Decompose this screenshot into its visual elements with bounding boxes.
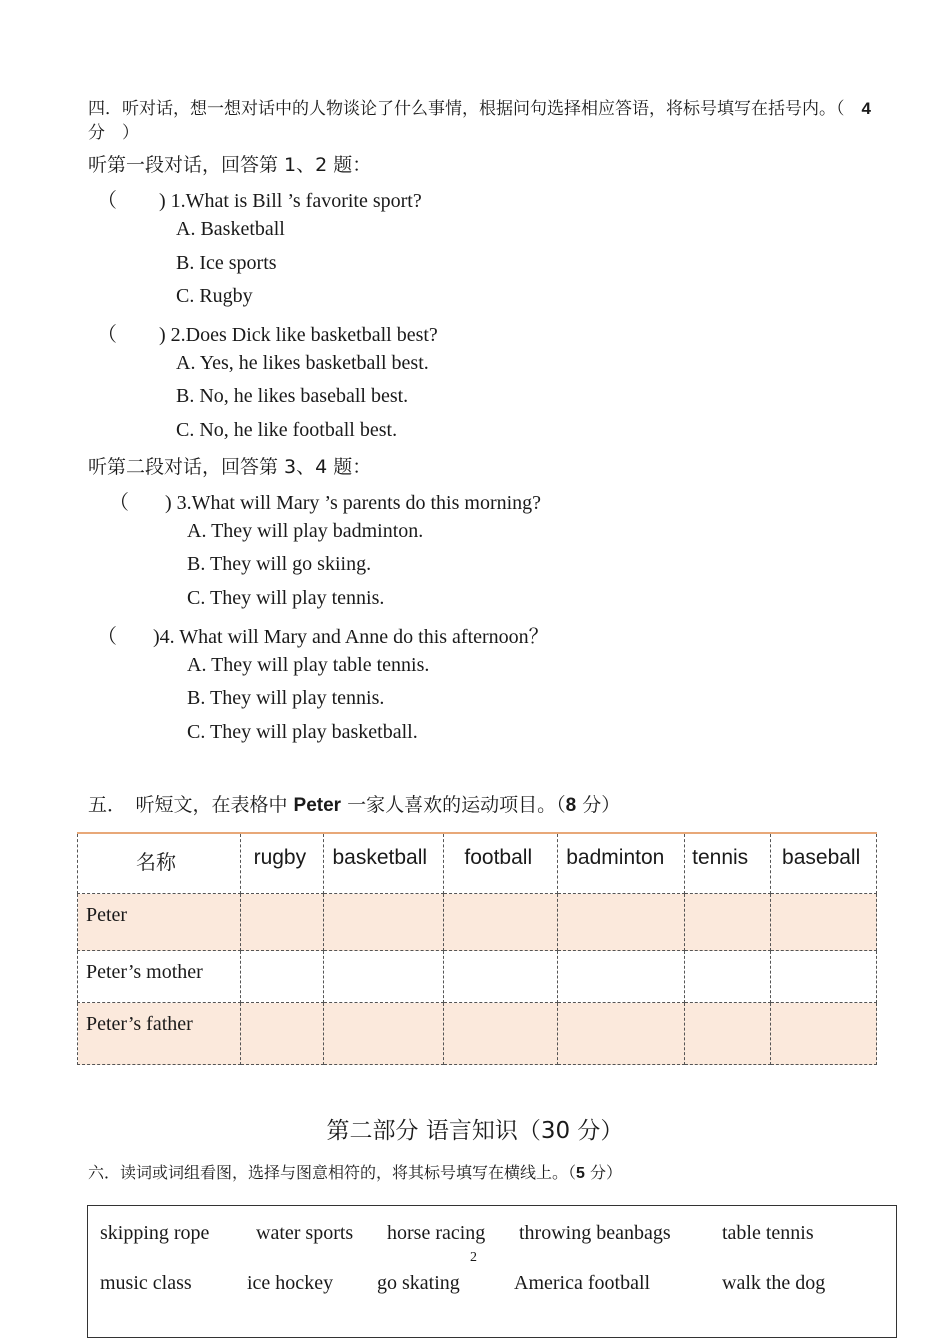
- section5-title-suffix: 一家人喜欢的运动项目。（: [341, 794, 566, 816]
- row-label: Peter: [78, 894, 241, 951]
- dialog2-intro: 听第二段对话，回答第 3、4 题：: [88, 456, 372, 478]
- answer-cell[interactable]: [324, 1003, 444, 1065]
- section5-score-suffix: 分）: [576, 794, 621, 816]
- answer-cell[interactable]: [324, 894, 444, 951]
- section4-score-suffix: 分 ）: [88, 123, 139, 143]
- section5-title: [88, 790, 620, 817]
- answer-cell[interactable]: [558, 1003, 685, 1065]
- q1-option-a: A. Basketball: [176, 218, 285, 240]
- answer-paren[interactable]: （: [109, 492, 129, 514]
- page-number: 2: [470, 1250, 477, 1265]
- word-item: water sports: [256, 1222, 354, 1244]
- section5-score: 8: [565, 795, 577, 816]
- dialog1-intro: 听第一段对话，回答第 1、2 题：: [88, 154, 372, 176]
- q1-option-b: B. Ice sports: [176, 252, 277, 274]
- answer-cell[interactable]: [324, 951, 444, 1003]
- table-row: [78, 1003, 877, 1065]
- word-item: walk the dog: [722, 1272, 826, 1294]
- answer-cell[interactable]: [685, 951, 771, 1003]
- answer-cell[interactable]: [240, 894, 324, 951]
- answer-cell[interactable]: [240, 951, 324, 1003]
- answer-cell[interactable]: [240, 1003, 324, 1065]
- q2-option-b: B. No, he likes baseball best.: [176, 385, 409, 407]
- q3-option-b: B. They will go skiing.: [187, 553, 372, 575]
- answer-paren[interactable]: （: [97, 626, 117, 648]
- answer-cell[interactable]: [685, 894, 771, 951]
- header-badminton: badminton: [558, 833, 685, 894]
- answer-cell[interactable]: [444, 951, 558, 1003]
- section6-heading: [88, 1160, 622, 1183]
- part2-title: 第二部分 语言知识（30 分）: [326, 1118, 624, 1144]
- word-item: go skating: [377, 1272, 460, 1294]
- section4-heading-text: 四．听对话，想一想对话中的人物谈论了什么事情，根据问句选择相应答语，将标号填写在括号内。（: [88, 99, 845, 119]
- section5-title-name: Peter: [293, 795, 342, 816]
- question-1-text: ) 1.What is Bill ’s favorite sport?: [159, 190, 422, 212]
- table-row: [78, 894, 877, 951]
- q2-option-c: C. No, he like football best.: [176, 419, 398, 441]
- section4-score: 4: [861, 99, 871, 118]
- word-bank-box: [87, 1205, 897, 1338]
- q3-option-c: C. They will play tennis.: [187, 587, 385, 609]
- question-4-text: )4. What will Mary and Anne do this afternoon？: [153, 626, 549, 648]
- question-3-text: ) 3.What will Mary ’s parents do this morning?: [165, 492, 542, 514]
- q4-option-a: A. They will play table tennis.: [187, 654, 430, 676]
- section4-heading: [88, 97, 878, 145]
- word-item: ice hockey: [247, 1272, 334, 1294]
- q3-option-a: A. They will play badminton.: [187, 520, 424, 542]
- section6-heading-text: 六．读词或词组看图，选择与图意相符的，将其标号填写在横线上。（: [88, 1163, 577, 1182]
- question-2: [97, 318, 438, 347]
- q4-option-c: C. They will play basketball.: [187, 721, 418, 743]
- sports-table: [77, 832, 877, 1065]
- q1-option-c: C. Rugby: [176, 285, 253, 307]
- answer-cell[interactable]: [685, 1003, 771, 1065]
- q4-option-b: B. They will play tennis.: [187, 687, 385, 709]
- answer-cell[interactable]: [558, 951, 685, 1003]
- question-4: [97, 620, 549, 649]
- answer-cell[interactable]: [444, 1003, 558, 1065]
- header-basketball: basketball: [324, 833, 444, 894]
- header-rugby: rugby: [240, 833, 324, 894]
- word-item: horse racing: [387, 1222, 486, 1244]
- q2-option-a: A. Yes, he likes basketball best.: [176, 352, 429, 374]
- answer-cell[interactable]: [558, 894, 685, 951]
- word-item: America football: [514, 1272, 651, 1294]
- header-name: 名称: [78, 833, 241, 894]
- word-item: skipping rope: [100, 1222, 210, 1244]
- word-item: throwing beanbags: [519, 1222, 671, 1244]
- header-baseball: baseball: [771, 833, 877, 894]
- answer-cell[interactable]: [771, 894, 877, 951]
- section6-score-suffix: 分）: [584, 1163, 623, 1182]
- answer-paren[interactable]: （: [97, 190, 117, 212]
- question-1: [97, 184, 422, 213]
- header-tennis: tennis: [685, 833, 771, 894]
- answer-cell[interactable]: [771, 1003, 877, 1065]
- question-3: [109, 486, 541, 515]
- header-football: football: [444, 833, 558, 894]
- answer-cell[interactable]: [771, 951, 877, 1003]
- row-label: Peter’s father: [78, 1003, 241, 1065]
- answer-cell[interactable]: [444, 894, 558, 951]
- answer-paren[interactable]: （: [97, 324, 117, 346]
- table-header-row: [78, 833, 877, 894]
- word-item: music class: [100, 1272, 192, 1294]
- row-label: Peter’s mother: [78, 951, 241, 1003]
- section6-score: 5: [576, 1165, 585, 1182]
- question-2-text: ) 2.Does Dick like basketball best?: [159, 324, 438, 346]
- word-item: table tennis: [722, 1222, 814, 1244]
- table-row: [78, 951, 877, 1003]
- section5-title-prefix: 五． 听短文，在表格中: [88, 794, 294, 816]
